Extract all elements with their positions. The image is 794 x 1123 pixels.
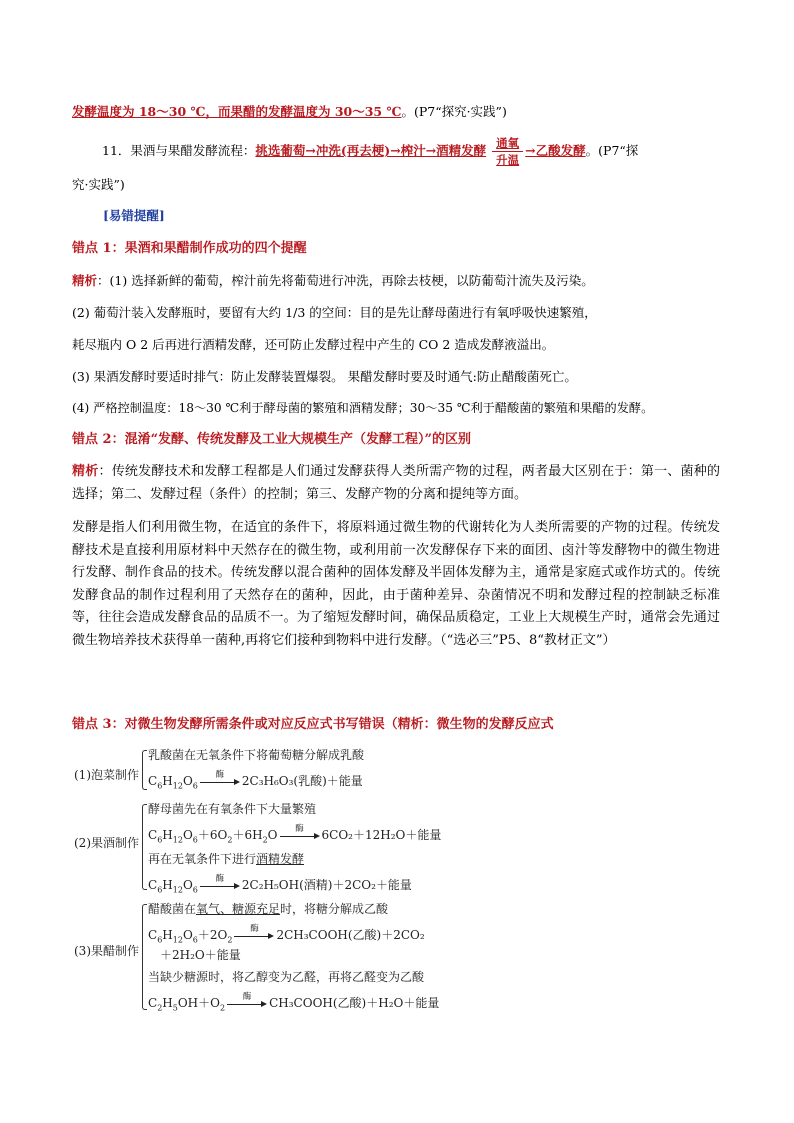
reaction-products: 2CH₃COOH(乙酸)＋2CO₂ [276,928,425,942]
reaction-products: CH₃COOH(乙酸)＋H₂O＋能量 [269,996,440,1010]
reaction-arrow: 酶 [280,831,320,841]
flow-condition-bottom: 升温 [496,153,520,167]
flow-prefix: 11．果酒与果醋发酵流程： [102,143,256,158]
reaction-brace [142,804,147,890]
point2-para2: 发酵是指人们利用微生物，在适宜的条件下，将原料通过微生物的代谢转化为人类所需要的产物的过程。传统发酵技术是直接利用原材料中天然存在的微生物，或利用前一次发酵保存下来的面团、卤汁等发酵物中的微生物进行发酵、制作食品的技术。传统发酵以混合菌种的固体发酵及半固体发酵为主，通常是家庭式或作坊式的。传统发酵食品的制作过程利用了天然存在的菌种，因此，由于菌种差异、杂菌情况不明和发酵过程的控制缺乏标准等，往往会造成发酵食品的品质不一。为了缩短发酵时间，确保品质稳定，工业上大规模生产时，通常会先通过微生物培养技术获得单一菌种,再将它们接种到物料中进行发酵。（“选必三”P5、8“教材正文”） [72,520,720,648]
point1-para3: 耗尽瓶内 O 2 后再进行酒精发酵，还可防止发酵过程中产生的 CO 2 造成发酵液溢出。 [72,337,555,352]
flow-source-cont: 究·实践”) [72,177,125,192]
flow-condition-bar [492,151,523,152]
reaction-equation: $C_6H_{12}O_6+2O_2$ 酶 2CH₃COOH(乙酸)＋2CO₂ [148,923,425,945]
reaction-equation: $C_6H_{12}O_6+6O_2+6H_2O$ 酶 6CO₂＋12H₂O＋能量 [148,823,442,845]
reaction-equation: $C_2H_5OH+O_2$ 酶 CH₃COOH(乙酸)＋H₂O＋能量 [148,991,440,1013]
point1-para2: (2) 葡萄汁装入发酵瓶时，要留有大约 1/3 的空间：目的是先让酵母菌进行有氧呼吸快速繁殖， [72,305,597,320]
reaction-desc: 当缺少糖源时，将乙醇变为乙醛，再将乙醛变为乙酸 [148,970,425,984]
point2-title: 错点 2：混淆“发酵、传统发酵及工业大规模生产（发酵工程）”的区别 [72,432,472,447]
reaction-desc: 酵母菌先在有氧条件下大量繁殖 [148,802,317,816]
point1-para1 [72,272,594,290]
reaction-label: (1)泡菜制作 [74,768,139,782]
reaction-arrow: 酶 [200,881,240,891]
point1-title: 错点 1：果酒和果醋制作成功的四个提醒 [72,241,307,256]
point1-label: 精析 [72,273,98,288]
point1-para5: (4) 严格控制温度：18～30 ℃利于酵母菌的繁殖和酒精发酵；30～35 ℃利于醋酸菌的繁殖和果醋的发酵。 [72,401,654,415]
flow-steps: 挑选葡萄→冲洗(再去梗)→榨汁→酒精发酵 [255,143,487,158]
point2-text1: ：传统发酵技术和发酵工程都是人们通过发酵获得人类所需产物的过程，两者最大区别在于：第一、菌种的选择；第二、发酵过程（条件）的控制；第三、发酵产物的分离和提纯等方面。 [72,464,720,502]
temperature-text: 发酵温度为 18～30 ℃，而果醋的发酵温度为 30～35 ℃ [72,104,402,119]
reaction-desc: 再在无氧条件下进行酒精发酵 [148,852,305,866]
reaction-desc: 乳酸菌在无氧条件下将葡萄糖分解成乳酸 [148,748,365,762]
flow-line [102,136,638,167]
flow-end: →乙酸发酵 [525,143,586,158]
point1-para4: (3) 果酒发酵时要适时排气：防止发酵装置爆裂。 果醋发酵时要及时通气:防止醋酸菌死亡。 [72,369,577,384]
reaction-arrow: 酶 [200,777,240,787]
reaction-products-cont: ＋2H₂O＋能量 [160,948,241,962]
reaction-desc: 醋酸菌在氧气、糖源充足时，将糖分解成乙酸 [148,902,389,916]
point2-para1 [72,461,720,506]
reaction-label: (2)果酒制作 [74,836,139,850]
temperature-source: 。(P7“探究·实践”) [401,104,507,119]
temperature-note [72,103,507,121]
flow-source: 。(P7“探 [585,143,639,158]
reaction-arrow: 酶 [234,931,274,941]
point3-title: 错点 3：对微生物发酵所需条件或对应反应式书写错误（精析：微生物的发酵反应式 [72,717,554,732]
reaction-equation: $C_6H_{12}O_6$ 酶 2C₃H₆O₃(乳酸)＋能量 [148,769,363,791]
reaction-label: (3)果醋制作 [74,944,139,958]
reaction-brace [142,750,147,790]
flow-condition-fraction [492,136,523,167]
error-reminder-tag: [易错提醒] [103,208,165,223]
flow-condition-top: 通氧 [496,136,520,150]
point2-label: 精析 [72,464,99,479]
point1-text1: ：(1) 选择新鲜的葡萄，榨汁前先将葡萄进行冲洗，再除去枝梗，以防葡萄汁流失及污染。 [97,273,594,288]
reaction-products: 2C₃H₆O₃(乳酸)＋能量 [241,774,363,788]
reaction-brace [142,904,147,1010]
reaction-products: 6CO₂＋12H₂O＋能量 [321,828,442,842]
reaction-arrow: 酶 [227,999,267,1009]
reaction-products: 2C₂H₅OH(酒精)＋2CO₂＋能量 [241,878,412,892]
reaction-equation: $C_6H_{12}O_6$ 酶 2C₂H₅OH(酒精)＋2CO₂＋能量 [148,873,412,895]
